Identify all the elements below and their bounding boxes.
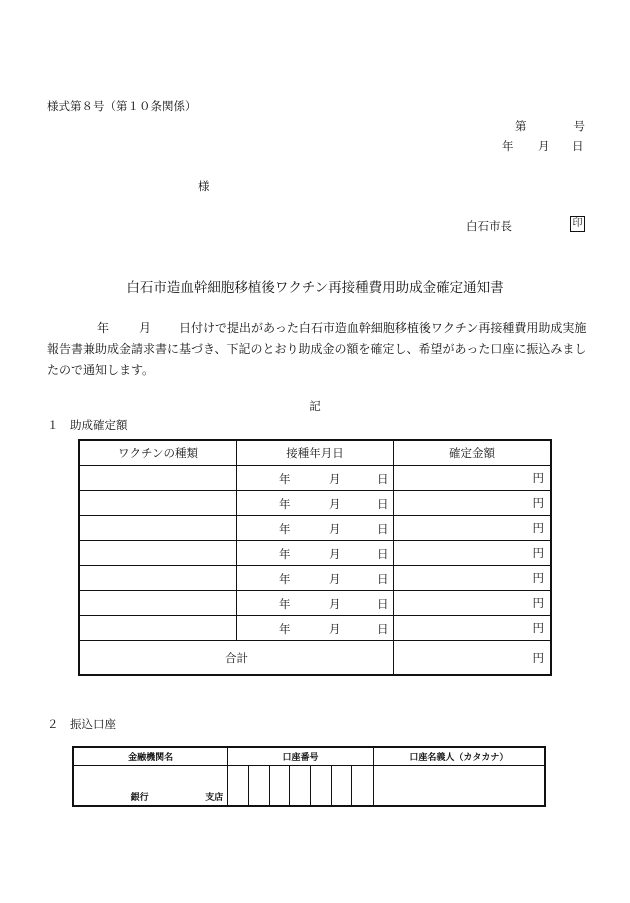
addressee-suffix: 様 xyxy=(198,179,210,193)
body-text: 日付けで提出があった白石市造血幹細胞移植後ワクチン再接種費用助成実施報告書兼助成金請求書に基づき、下記のとおり助成金の額を確定し、希望があった口座に振込みましたので通知します。 xyxy=(47,321,587,377)
row-month: 月 xyxy=(328,547,341,561)
account-digit xyxy=(331,766,352,807)
row-year: 年 xyxy=(278,497,291,511)
vaccine-type-cell xyxy=(79,591,236,616)
vaccine-type-cell xyxy=(79,516,236,541)
date-month: 月 xyxy=(538,139,550,153)
row-year: 年 xyxy=(278,622,291,636)
issuer-name: 白石市長 xyxy=(466,219,512,233)
body-paragraph xyxy=(47,318,587,381)
grant-row xyxy=(79,466,551,491)
vaccination-date-cell xyxy=(236,541,393,566)
body-year: 年 xyxy=(97,321,110,335)
row-day: 日 xyxy=(376,597,389,611)
grant-row xyxy=(79,616,551,641)
account-digit xyxy=(248,766,269,807)
amount-cell xyxy=(393,541,551,566)
account-digit xyxy=(290,766,311,807)
col-confirmed-amount: 確定金額 xyxy=(393,440,551,466)
row-year: 年 xyxy=(278,522,291,536)
row-day: 日 xyxy=(376,472,389,486)
row-year: 年 xyxy=(278,472,291,486)
amount-cell xyxy=(393,466,551,491)
account-digit xyxy=(228,766,249,807)
row-yen: 円 xyxy=(532,621,544,635)
amount-cell xyxy=(393,566,551,591)
vaccine-type-cell xyxy=(79,541,236,566)
total-label: 合計 xyxy=(79,641,393,676)
grant-row xyxy=(79,566,551,591)
seal-mark: 印 xyxy=(570,216,585,232)
row-day: 日 xyxy=(376,497,389,511)
row-day: 日 xyxy=(376,622,389,636)
grant-row xyxy=(79,491,551,516)
row-yen: 円 xyxy=(532,596,544,610)
number-suffix: 号 xyxy=(573,119,585,133)
col-vaccine-type: ワクチンの種類 xyxy=(79,440,236,466)
row-month: 月 xyxy=(328,597,341,611)
col-bank-name: 金融機関名 xyxy=(73,747,228,766)
grant-row xyxy=(79,516,551,541)
row-month: 月 xyxy=(328,497,341,511)
row-month: 月 xyxy=(328,572,341,586)
col-vaccination-date: 接種年月日 xyxy=(236,440,393,466)
bank-cell xyxy=(73,766,151,807)
date-year: 年 xyxy=(502,139,514,153)
row-yen: 円 xyxy=(532,471,544,485)
vaccination-date-cell xyxy=(236,591,393,616)
vaccine-type-cell xyxy=(79,616,236,641)
number-prefix: 第 xyxy=(515,119,527,133)
grant-row xyxy=(79,541,551,566)
section1-heading: １ 助成確定額 xyxy=(47,418,128,432)
col-account-holder: 口座名義人（カタカナ） xyxy=(373,747,545,766)
form-number: 様式第８号（第１０条関係） xyxy=(47,99,197,113)
vaccination-date-cell xyxy=(236,491,393,516)
amount-cell xyxy=(393,616,551,641)
total-row xyxy=(79,641,551,676)
vaccination-date-cell xyxy=(236,616,393,641)
row-year: 年 xyxy=(278,572,291,586)
account-digit xyxy=(352,766,374,807)
vaccine-type-cell xyxy=(79,466,236,491)
grant-header-row xyxy=(79,440,551,466)
row-yen: 円 xyxy=(532,521,544,535)
vaccination-date-cell xyxy=(236,516,393,541)
row-day: 日 xyxy=(376,572,389,586)
account-holder-cell xyxy=(373,766,545,807)
row-yen: 円 xyxy=(532,546,544,560)
branch-label: 支店 xyxy=(205,793,224,803)
bank-entry-row xyxy=(73,766,545,807)
vaccine-type-cell xyxy=(79,491,236,516)
vaccination-date-cell xyxy=(236,566,393,591)
bank-account-table xyxy=(72,746,546,807)
document-title: 白石市造血幹細胞移植後ワクチン再接種費用助成金確定通知書 xyxy=(126,280,504,296)
row-yen: 円 xyxy=(532,496,544,510)
amount-cell xyxy=(393,591,551,616)
total-yen: 円 xyxy=(393,641,551,676)
row-month: 月 xyxy=(328,522,341,536)
amount-cell xyxy=(393,516,551,541)
document-number xyxy=(515,118,585,134)
date-day: 日 xyxy=(572,139,584,153)
bank-label: 銀行 xyxy=(130,793,149,803)
row-month: 月 xyxy=(328,622,341,636)
body-month: 月 xyxy=(139,321,152,335)
bank-header-row xyxy=(73,747,545,766)
row-year: 年 xyxy=(278,547,291,561)
section2-heading: ２ 振込口座 xyxy=(47,717,116,731)
row-yen: 円 xyxy=(532,571,544,585)
ki-heading: 記 xyxy=(309,399,321,413)
row-day: 日 xyxy=(376,522,389,536)
account-digit xyxy=(310,766,331,807)
account-digit xyxy=(269,766,290,807)
vaccine-type-cell xyxy=(79,566,236,591)
grant-row xyxy=(79,591,551,616)
branch-cell xyxy=(151,766,228,807)
row-month: 月 xyxy=(328,472,341,486)
row-day: 日 xyxy=(376,547,389,561)
amount-cell xyxy=(393,491,551,516)
row-year: 年 xyxy=(278,597,291,611)
grant-amount-table xyxy=(78,439,552,676)
col-account-number: 口座番号 xyxy=(228,747,373,766)
vaccination-date-cell xyxy=(236,466,393,491)
